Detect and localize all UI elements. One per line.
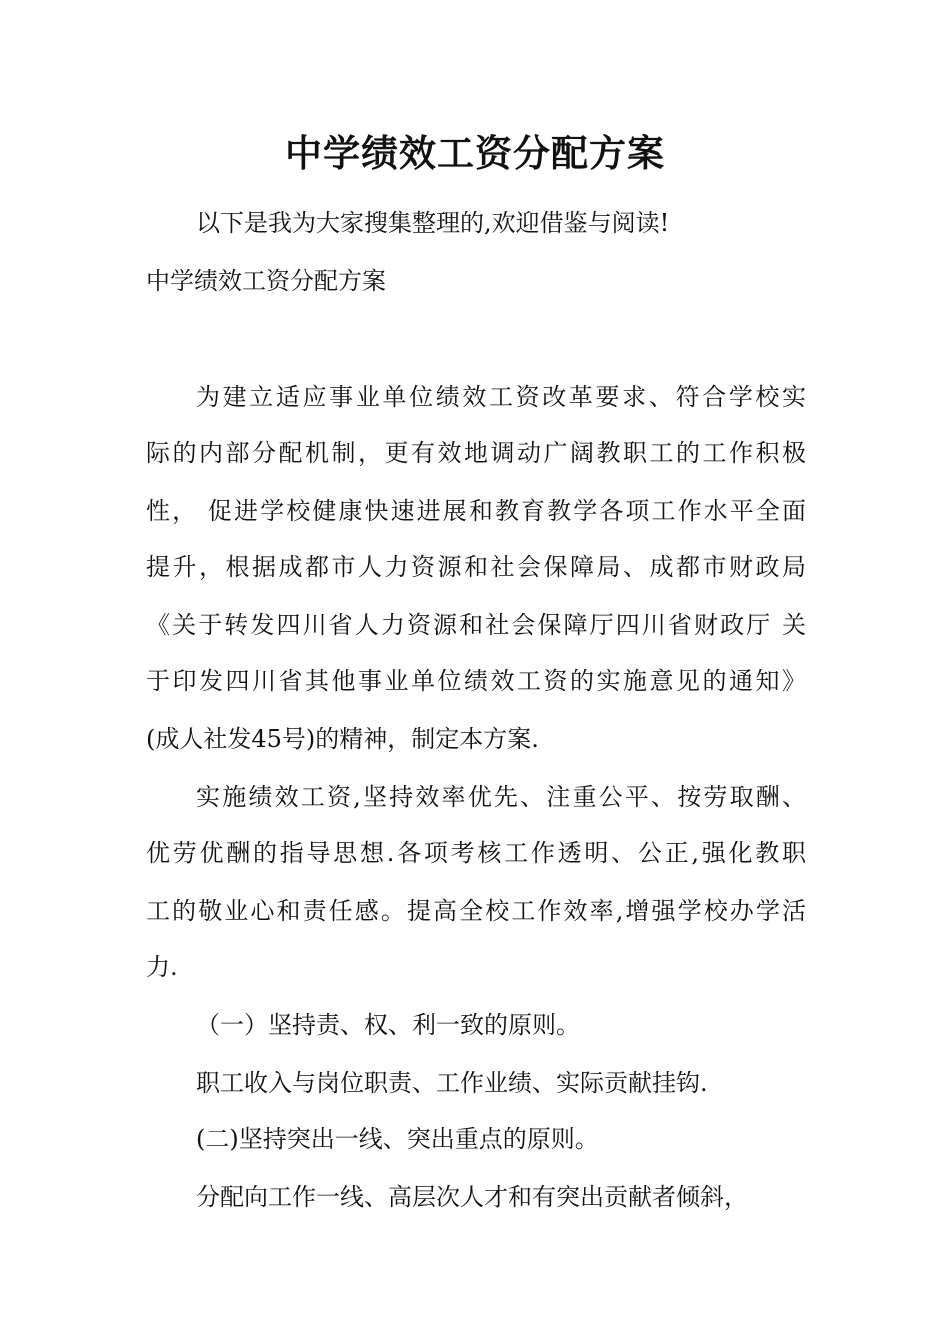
paragraph-line: 力. <box>146 953 178 981</box>
subtitle-line: 中学绩效工资分配方案 <box>146 267 386 295</box>
paragraph-line: 分配向工作一线、高层次人才和有突出贡献者倾斜， <box>196 1183 748 1211</box>
paragraph-line: 实施绩效工资,坚持效率优先、注重公平、按劳取酬、 <box>196 783 806 811</box>
paragraph-line: 于印发四川省其他事业单位绩效工资的实施意见的通知》 <box>146 667 806 695</box>
principle-heading: （一）坚持责、权、利一致的原则。 <box>196 1011 580 1039</box>
paragraph-line: (成人社发45号)的精神，制定本方案. <box>146 725 539 753</box>
document-title: 中学绩效工资分配方案 <box>285 131 665 175</box>
paragraph-line: 性， 促进学校健康快速进展和教育教学各项工作水平全面 <box>146 497 806 525</box>
paragraph-line: 职工收入与岗位职责、工作业绩、实际贡献挂钩. <box>196 1069 708 1097</box>
intro-line: 以下是我为大家搜集整理的,欢迎借鉴与阅读! <box>196 209 670 237</box>
paragraph-line: 工的敬业心和责任感。提高全校工作效率,增强学校办学活 <box>146 897 806 925</box>
paragraph-line: 为建立适应事业单位绩效工资改革要求、符合学校实 <box>196 383 806 411</box>
paragraph-line: 《关于转发四川省人力资源和社会保障厅四川省财政厅 关 <box>146 611 806 639</box>
paragraph-line: 提升，根据成都市人力资源和社会保障局、成都市财政局 <box>146 553 806 581</box>
paragraph-line: 际的内部分配机制，更有效地调动广阔教职工的工作积极 <box>146 439 806 467</box>
paragraph-line: 优劳优酬的指导思想.各项考核工作透明、公正,强化教职 <box>146 839 806 867</box>
principle-heading: (二)坚持突出一线、突出重点的原则。 <box>196 1125 599 1153</box>
